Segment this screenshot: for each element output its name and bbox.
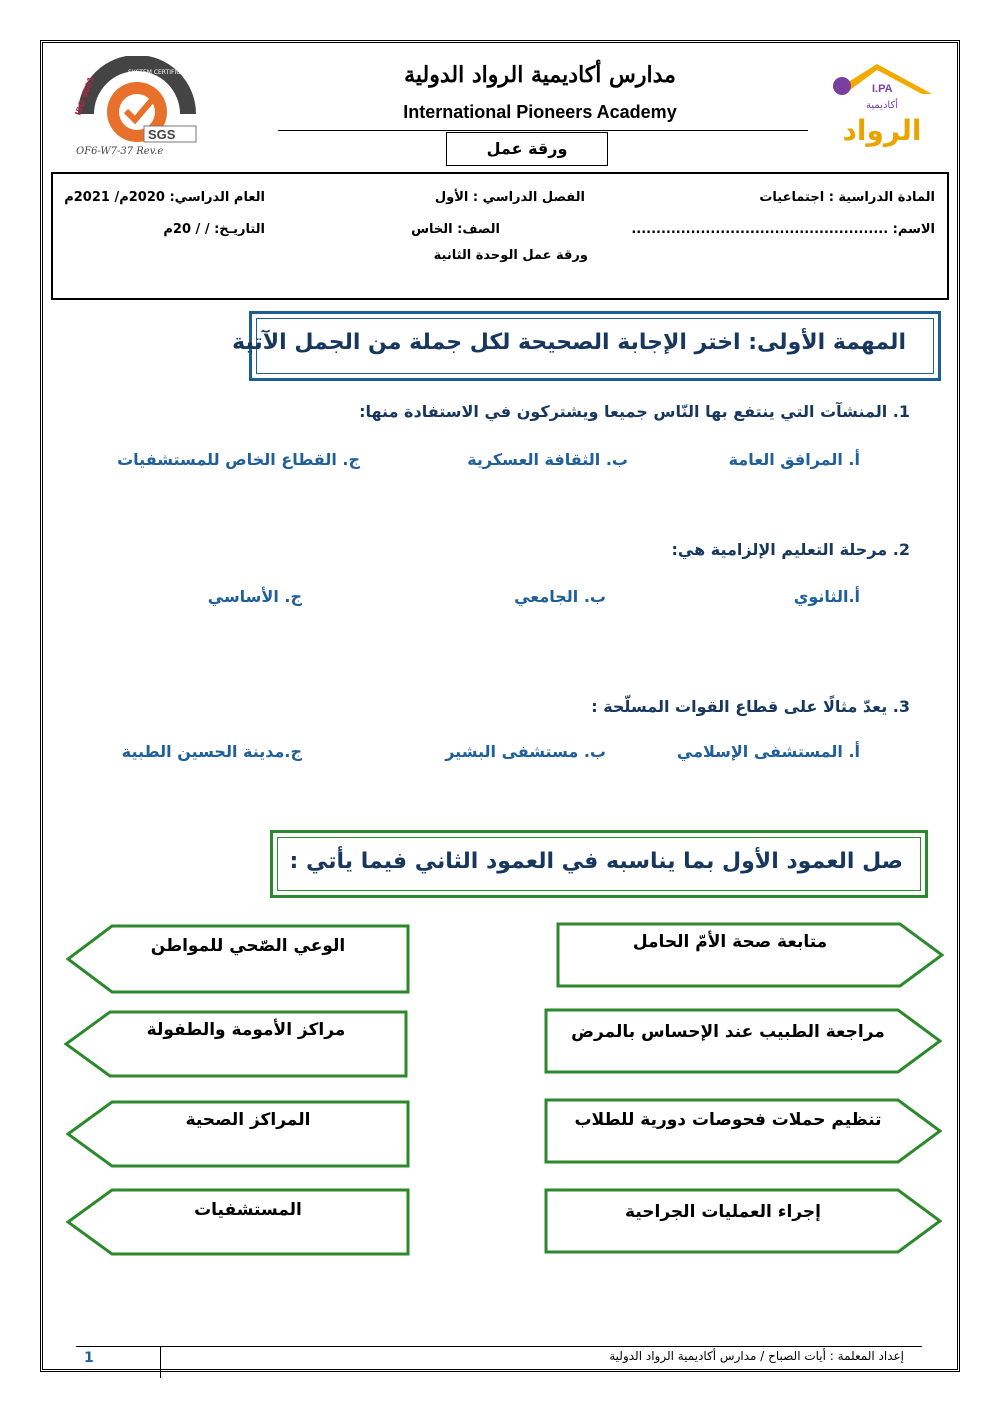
- question-2-number: 2.: [892, 540, 910, 559]
- match-right-item-3[interactable]: [544, 1098, 942, 1164]
- academic-year-field: العام الدراسي: 2020م/ 2021م: [64, 190, 265, 205]
- match-left-item-2-label: مراكز الأمومة والطفولة: [146, 1020, 346, 1040]
- task1-header-box: [232, 311, 941, 381]
- form-reference-code: OF6-W7-37 Rev.e: [76, 146, 164, 157]
- school-name-arabic: مدارس أكاديمية الرواد الدولية: [404, 62, 676, 88]
- question-2-text: مرحلة التعليم الإلزامية هي:: [671, 540, 888, 559]
- footer-divider: [76, 1346, 922, 1347]
- match-left-item-4[interactable]: [66, 1188, 410, 1256]
- worksheet-label: ورقة عمل: [446, 132, 608, 166]
- subject-field: المادة الدراسية : اجتماعيات: [759, 190, 935, 205]
- sgs-iso-text: ISO 9001: [73, 75, 96, 117]
- match-right-item-2[interactable]: [544, 1008, 942, 1074]
- match-right-item-4-label: إجراء العمليات الجراحية: [625, 1202, 821, 1222]
- question-1-number: 1.: [892, 402, 910, 421]
- question-3-text: يعدّ مثالًا على قطاع القوات المسلّحة :: [591, 697, 888, 716]
- match-left-item-1-label: الوعي الصّحي للمواطن: [150, 936, 346, 956]
- question-2-option-a[interactable]: أ.الثانوي: [793, 587, 860, 606]
- school-name-english: International Pioneers Academy: [403, 102, 677, 122]
- question-3: [591, 697, 910, 716]
- question-1: [359, 402, 910, 421]
- match-right-item-2-label: مراجعة الطبيب عند الإحساس بالمرض: [571, 1022, 885, 1042]
- ipa-sub-text: أكاديمية: [866, 100, 898, 111]
- question-3-number: 3.: [892, 697, 910, 716]
- grade-field: الصف: الخاس: [411, 222, 500, 237]
- question-3-option-a[interactable]: أ. المستشفى الإسلامي: [676, 742, 860, 761]
- page-number: 1: [84, 1350, 94, 1366]
- match-right-item-1[interactable]: [556, 922, 944, 988]
- question-2: [672, 540, 910, 559]
- ipa-academy-logo: [812, 56, 942, 156]
- header-divider: [278, 130, 808, 131]
- ipa-name-text: الرواد: [842, 114, 922, 147]
- match-right-item-4[interactable]: [544, 1188, 942, 1254]
- match-left-item-4-label: المستشفيات: [194, 1200, 302, 1220]
- question-2-option-c[interactable]: ج. الأساسي: [207, 587, 302, 606]
- task2-header-box: [270, 830, 928, 898]
- task1-title: المهمة الأولى: اختر الإجابة الصحيحة لكل جملة من الجمل الآتية: [232, 330, 906, 355]
- match-left-item-3-label: المراكز الصحية: [185, 1110, 311, 1130]
- question-1-option-c[interactable]: ج. القطاع الخاص للمستشفيات: [117, 450, 360, 469]
- match-right-item-1-label: متابعة صحة الأمّ الحامل: [632, 932, 828, 952]
- match-left-item-3[interactable]: [66, 1100, 410, 1168]
- ipa-abbr-text: I.PA: [872, 83, 893, 95]
- question-2-option-b[interactable]: ب. الجامعي: [514, 587, 606, 606]
- match-left-item-2[interactable]: [64, 1010, 408, 1078]
- match-right-item-3-label: تنظيم حملات فحوصات دورية للطلاب: [574, 1110, 882, 1130]
- student-name-field[interactable]: الاسم: ....................................................: [631, 222, 935, 237]
- date-field[interactable]: التاريـخ: / / 20م: [163, 222, 265, 237]
- question-1-option-b[interactable]: ب. الثقافة العسكرية: [467, 450, 628, 469]
- footer-vertical-divider: [160, 1346, 161, 1378]
- semester-field: الفصل الدراسي : الأول: [434, 190, 585, 205]
- sgs-certification-logo: [72, 56, 202, 146]
- task2-title: صل العمود الأول بما يناسبه في العمود الثاني فيما يأتي :: [289, 849, 903, 874]
- sgs-brand-text: SGS: [148, 127, 176, 142]
- footer-prepared-by: إعداد المعلمة : أيات الصباح / مدارس أكاديمية الرواد الدولية: [609, 1349, 904, 1363]
- question-3-option-b[interactable]: ب. مستشفى البشير: [445, 742, 606, 761]
- unit-title: ورقة عمل الوحدة الثانية: [433, 248, 588, 263]
- question-1-option-a[interactable]: أ. المرافق العامة: [728, 450, 860, 469]
- sgs-ring-text: SYSTEM CERTIFICATION: [128, 69, 199, 76]
- match-left-item-1[interactable]: [66, 924, 410, 994]
- question-3-option-c[interactable]: ج.مدينة الحسين الطبية: [121, 742, 302, 761]
- question-1-text: المنشآت التي ينتفع بها النّاس جميعا ويشتركون في الاستفادة منها:: [359, 402, 888, 421]
